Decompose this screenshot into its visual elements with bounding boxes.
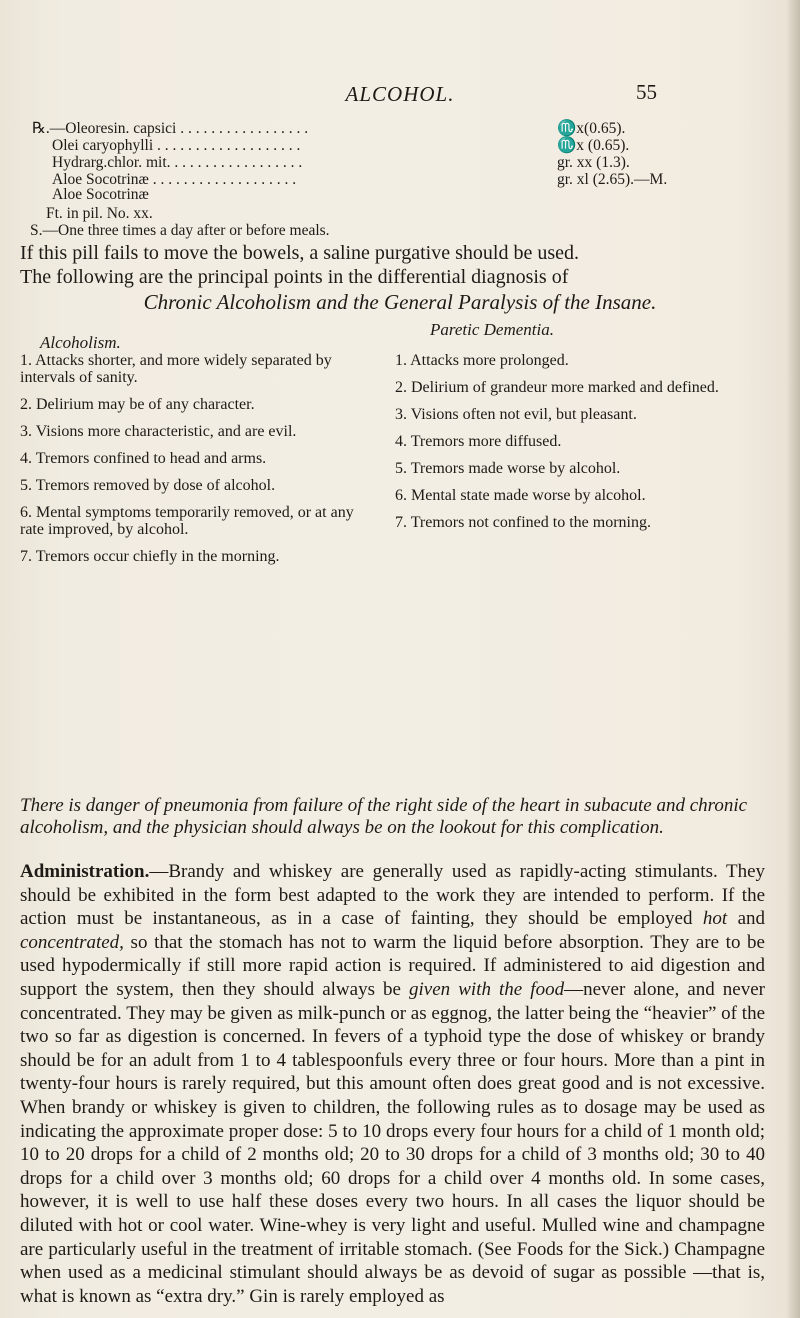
right-item-2: 2. Delirium of grandeur more marked and defined. [395, 379, 719, 396]
body-line: If this pill fails to move the bowels, a saline purgative should be used. [20, 242, 579, 264]
prescription-line: ℞.—Oleoresin. capsici . . . . . . . . . . . . . . . . . ♏x(0.65). [32, 120, 626, 137]
left-item-7: 7. Tremors occur chiefly in the morning. [20, 548, 280, 565]
right-item-6: 6. Mental state made worse by alcohol. [395, 487, 646, 504]
right-item-7: 7. Tremors not confined to the morning. [395, 514, 651, 531]
column-heading-left: Alcoholism. [40, 333, 121, 352]
run-in-heading: Administration. [20, 861, 150, 882]
column-left [20, 352, 372, 575]
prescription-line: Olei caryophylli . . . . . . . . . . . . . . . . . . . ♏x (0.65). [52, 137, 630, 154]
left-item-3: 3. Visions more characteristic, and are evil. [20, 423, 297, 440]
left-item-2: 2. Delirium may be of any character. [20, 396, 255, 413]
left-item-5: 5. Tremors removed by dose of alcohol. [20, 477, 276, 494]
page-number: 55 [636, 80, 657, 104]
warning-paragraph: There is danger of pneumonia from failure of the right side of the heart in subacute and chronic alcoholism, and the physician should always be on the lookout for this complication. [20, 795, 748, 838]
prescription-signa: S.—One three times a day after or before meals. [30, 222, 330, 239]
left-item-6: 6. Mental symptoms temporarily removed, or at any rate improved, by alcohol. [20, 504, 354, 538]
left-item-4: 4. Tremors confined to head and arms. [20, 450, 267, 467]
section-title: Chronic Alcoholism and the General Paralysis of the Insane. [143, 290, 657, 314]
right-item-5: 5. Tremors made worse by alcohol. [395, 460, 621, 477]
right-item-1: 1. Attacks more prolonged. [395, 352, 569, 369]
prescription-line: Aloe Socotrinæ [52, 186, 149, 203]
prescription-line: Hydrarg.chlor. mit. . . . . . . . . . . . . . . . . . gr. xx (1.3). [52, 154, 630, 171]
left-item-1: 1. Attacks shorter, and more widely separated by intervals of sanity. [20, 352, 332, 386]
prescription-line: Aloe Socotrinæ . . . . . . . . . . . . . . . . . . . gr. xl (2.65).—M. [52, 171, 668, 188]
prescription-form: Ft. in pil. No. xx. [46, 205, 153, 222]
page-edge-shadow [786, 0, 800, 1318]
column-heading-right: Paretic Dementia. [430, 320, 554, 339]
right-item-4: 4. Tremors more diffused. [395, 433, 562, 450]
running-header: ALCOHOL. [345, 82, 455, 106]
administration-paragraph: Administration.—Brandy and whiskey are generally used as rapidly-acting stimulants. They should be exhibited in the form best adapted to the work they are intended to perform. If the action must be instantaneous, as in a case of fainting, they should be employed hot and concentrated, so that the stomach has not to warm the liquid before absorption. They are to be used hypodermically if still more rapid action is required. If administered to aid digestion and support the system, then they should always be given with the food—never alone, and never concentrated. They may be given as milk-punch or as eggnog, the latter being the “heavier” of the two so far as digestion is concerned. In fevers of a typhoid type the dose of whiskey or brandy should be for an adult from 1 to 4 tablespoonfuls every three or four hours. More than a pint in twenty-four hours is rarely required, but this amount often does great good and is not excessive. When brandy or whiskey is given to children, the following rules as to dosage may be used as indicating the approximate proper dose: 5 to 10 drops every four hours for a child of 1 month old; 10 to 20 drops for a child of 2 months old; 20 to 30 drops for a child of 3 months old; 30 to 40 drops for a child over 3 months old; 60 drops for a child over 4 months old. In some cases, however, it is well to use half these doses every two hours. In all cases the liquor should be diluted with hot or cool water. Wine-whey is very light and useful. Mulled wine and champagne are particularly useful in the treatment of irritable stomach. (See Foods for the Sick.) Champagne when used as a medicinal stimulant should always be as devoid of sugar as possible —that is, what is known as “extra dry.” Gin is rarely employed as [20, 861, 765, 1307]
body-line: The following are the principal points in the differential diagnosis of [20, 266, 569, 288]
right-item-3: 3. Visions often not evil, but pleasant. [395, 406, 637, 423]
column-right [395, 352, 773, 541]
